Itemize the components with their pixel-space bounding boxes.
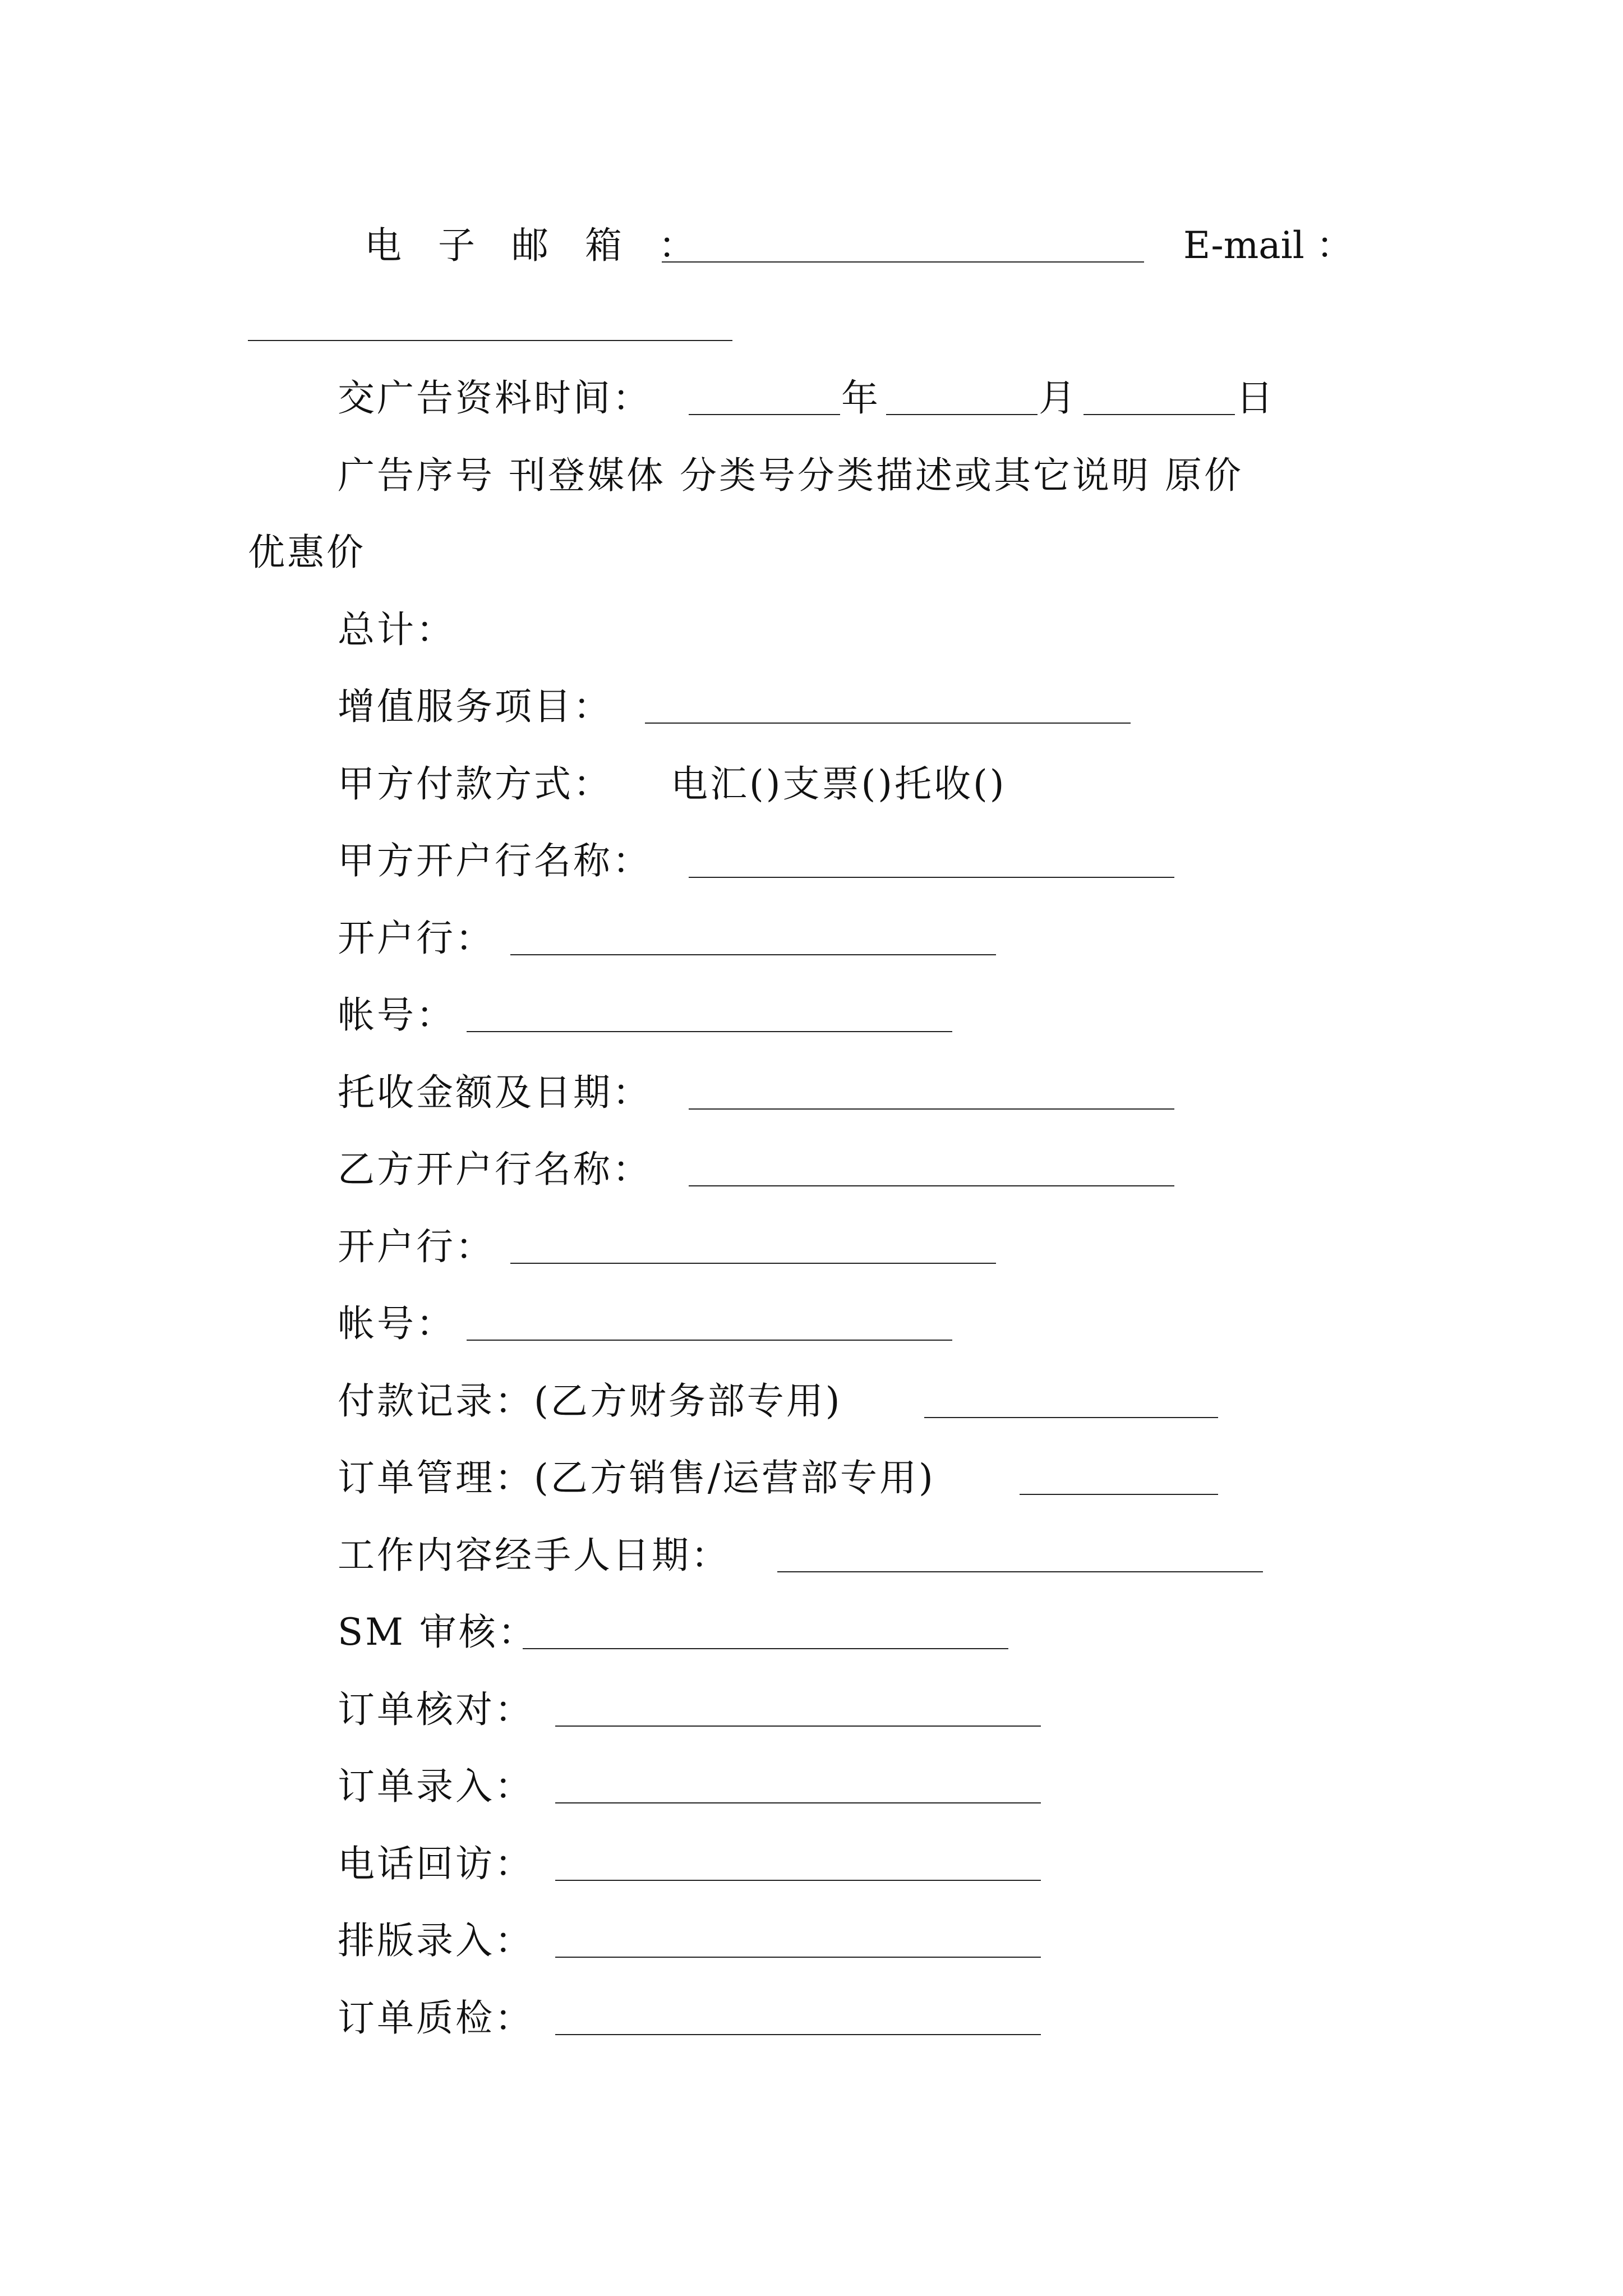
party-b-account-field[interactable] <box>467 1340 952 1341</box>
party-a-account-label: 帐号： <box>338 993 455 1037</box>
party-a-bank-name-label: 甲方开户行名称： <box>338 839 652 882</box>
order-qc-field[interactable] <box>555 2034 1041 2035</box>
party-a-account-field[interactable] <box>467 1031 952 1032</box>
payment-record-label: 付款记录：(乙方财务部专用) <box>338 1379 842 1423</box>
order-entry-label: 订单录入： <box>338 1765 534 1808</box>
day-label: 日 <box>1236 376 1273 420</box>
sm-review-label: SM 审核： <box>338 1611 537 1654</box>
year-label: 年 <box>841 376 878 420</box>
month-label: 月 <box>1039 376 1076 420</box>
collection-label: 托收金额及日期： <box>338 1071 652 1114</box>
order-check-label: 订单核对： <box>338 1688 534 1731</box>
layout-entry-label: 排版录入： <box>338 1919 534 1962</box>
email-en-field[interactable] <box>248 340 732 341</box>
sm-review-field[interactable] <box>523 1648 1008 1649</box>
payment-method-label: 甲方付款方式： <box>338 762 612 806</box>
submission-day-field[interactable] <box>1083 414 1235 415</box>
work-content-field[interactable] <box>777 1571 1263 1572</box>
collection-field[interactable] <box>689 1108 1174 1110</box>
submission-date-label: 交广告资料时间： <box>338 376 652 420</box>
email-field[interactable] <box>662 261 1144 263</box>
order-management-label: 订单管理：(乙方销售/运营部专用) <box>338 1456 935 1499</box>
order-entry-field[interactable] <box>555 1802 1041 1803</box>
party-b-bank-name-field[interactable] <box>689 1185 1174 1186</box>
phone-followup-field[interactable] <box>555 1880 1041 1881</box>
order-check-field[interactable] <box>555 1726 1041 1727</box>
party-b-bank-name-label: 乙方开户行名称： <box>338 1148 652 1191</box>
party-a-bank-name-field[interactable] <box>689 877 1174 878</box>
email-label: 电 子 邮 箱 ： <box>365 224 708 267</box>
ad-columns-heading: 广告序号 刊登媒体 分类号分类描述或其它说明 原价 <box>338 454 1243 497</box>
email-en-label: E-mail ： <box>1183 224 1353 267</box>
payment-record-field[interactable] <box>924 1417 1218 1418</box>
order-qc-label: 订单质检： <box>338 1996 534 2040</box>
party-b-bank-label: 开户行： <box>338 1225 495 1268</box>
party-b-account-label: 帐号： <box>338 1302 455 1345</box>
submission-year-field[interactable] <box>689 414 840 415</box>
payment-method-options[interactable]: 电汇()支票()托收() <box>671 762 1007 806</box>
party-b-bank-field[interactable] <box>510 1263 996 1264</box>
value-added-label: 增值服务项目： <box>338 685 612 728</box>
layout-entry-field[interactable] <box>555 1957 1041 1958</box>
party-a-bank-label: 开户行： <box>338 917 495 960</box>
submission-month-field[interactable] <box>886 414 1038 415</box>
ad-columns-heading-continued: 优惠价 <box>248 531 366 574</box>
total-label: 总计： <box>338 608 455 651</box>
party-a-bank-field[interactable] <box>510 954 996 955</box>
value-added-field[interactable] <box>645 723 1131 724</box>
work-content-label: 工作内容经手人日期： <box>338 1534 730 1577</box>
phone-followup-label: 电话回访： <box>338 1842 534 1885</box>
order-management-field[interactable] <box>1020 1494 1218 1495</box>
